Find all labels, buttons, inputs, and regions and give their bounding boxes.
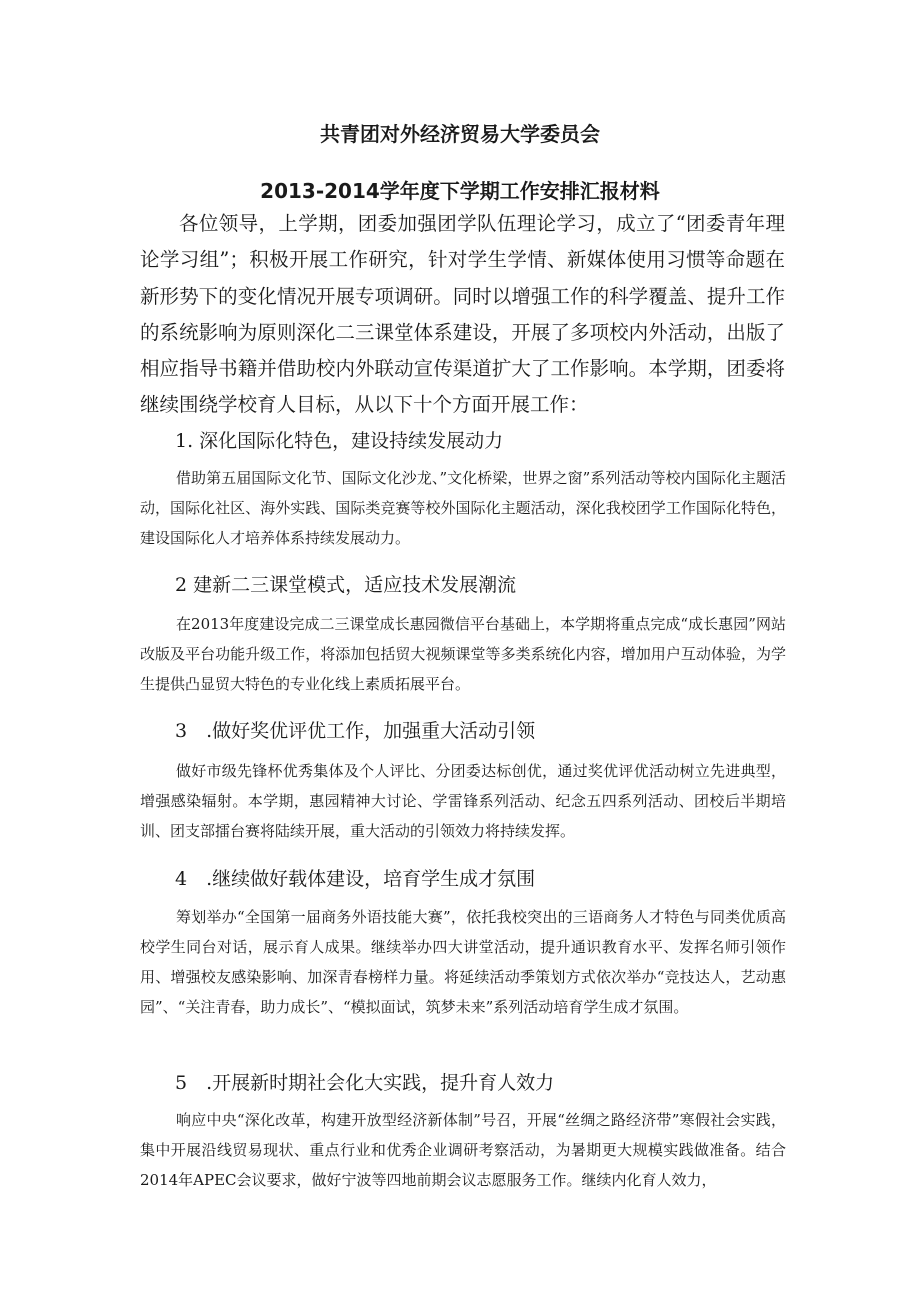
document-title: 共青团对外经济贸易大学委员会 — [320, 122, 600, 146]
section-heading-3: 3 .做好奖优评优工作，加强重大活动引领 — [175, 720, 536, 742]
intro-paragraph: 各位领导，上学期，团委加强团学队伍理论学习，成立了“团委青年理论学习组”；积极开展工作研究，针对学生学情、新媒体使用习惯等命题在新形势下的变化情况开展专项调研。同时以增强工作的科学覆盖、提升工作的系统影响为原则深化二三课堂体系建设，开展了多项校内外活动，出版了相应指导书籍并借助校内外联动宣传渠道扩大了工作影响。本学期，团委将继续围绕学校育人目标，从以下十个方面开展工作： — [140, 212, 785, 417]
section-heading-1: 1. 深化国际化特色，建设持续发展动力 — [175, 430, 504, 452]
section-heading-4: 4 .继续做好载体建设，培育学生成才氛围 — [175, 868, 536, 890]
section-heading-2: 2 建新二三课堂模式，适应技术发展潮流 — [175, 574, 517, 596]
section-body-2: 在2013年度建设完成二三课堂成长惠园微信平台基础上，本学期将重点完成“成长惠园”网站改版及平台功能升级工作，将添加包括贸大视频课堂等多类系统化内容，增加用户互动体验，为学生提供凸显贸大特色的专业化线上素质拓展平台。 — [140, 615, 786, 693]
section-body-4: 筹划举办“全国第一届商务外语技能大赛”，依托我校突出的三语商务人才特色与同类优质高校学生同台对话，展示育人成果。继续举办四大讲堂活动，提升通识教育水平、发挥名师引领作用、增强校友感染影响、加深青春榜样力量。将延续活动季策划方式依次举办“竞技达人，艺动惠园”、“关注青春，助力成长”、“模拟面试，筑梦未来”系列活动培育学生成才氛围。 — [140, 908, 786, 1016]
section-body-3: 做好市级先锋杯优秀集体及个人评比、分团委达标创优，通过奖优评优活动树立先进典型，增强感染辐射。本学期，惠园精神大讨论、学雷锋系列活动、纪念五四系列活动、团校后半期培训、团支部擂台赛将陆续开展，重大活动的引领效力将持续发挥。 — [140, 762, 786, 840]
section-body-1: 借助第五届国际文化节、国际文化沙龙、”文化桥梁，世界之窗”系列活动等校内国际化主题活动，国际化社区、海外实践、国际类竞赛等校外国际化主题活动，深化我校团学工作国际化特色，建设国际化人才培养体系持续发展动力。 — [140, 469, 786, 547]
section-body-5: 响应中央“深化改革，构建开放型经济新体制”号召，开展“丝绸之路经济带”寒假社会实践，集中开展沿线贸易现状、重点行业和优秀企业调研考察活动，为暑期更大规模实践做准备。结合2014年APEC会议要求，做好宁波等四地前期会议志愿服务工作。继续内化育人效力， — [140, 1111, 786, 1189]
document-subtitle: 2013-2014学年度下学期工作安排汇报材料 — [260, 179, 660, 203]
section-heading-5: 5 .开展新时期社会化大实践，提升育人效力 — [175, 1072, 555, 1094]
